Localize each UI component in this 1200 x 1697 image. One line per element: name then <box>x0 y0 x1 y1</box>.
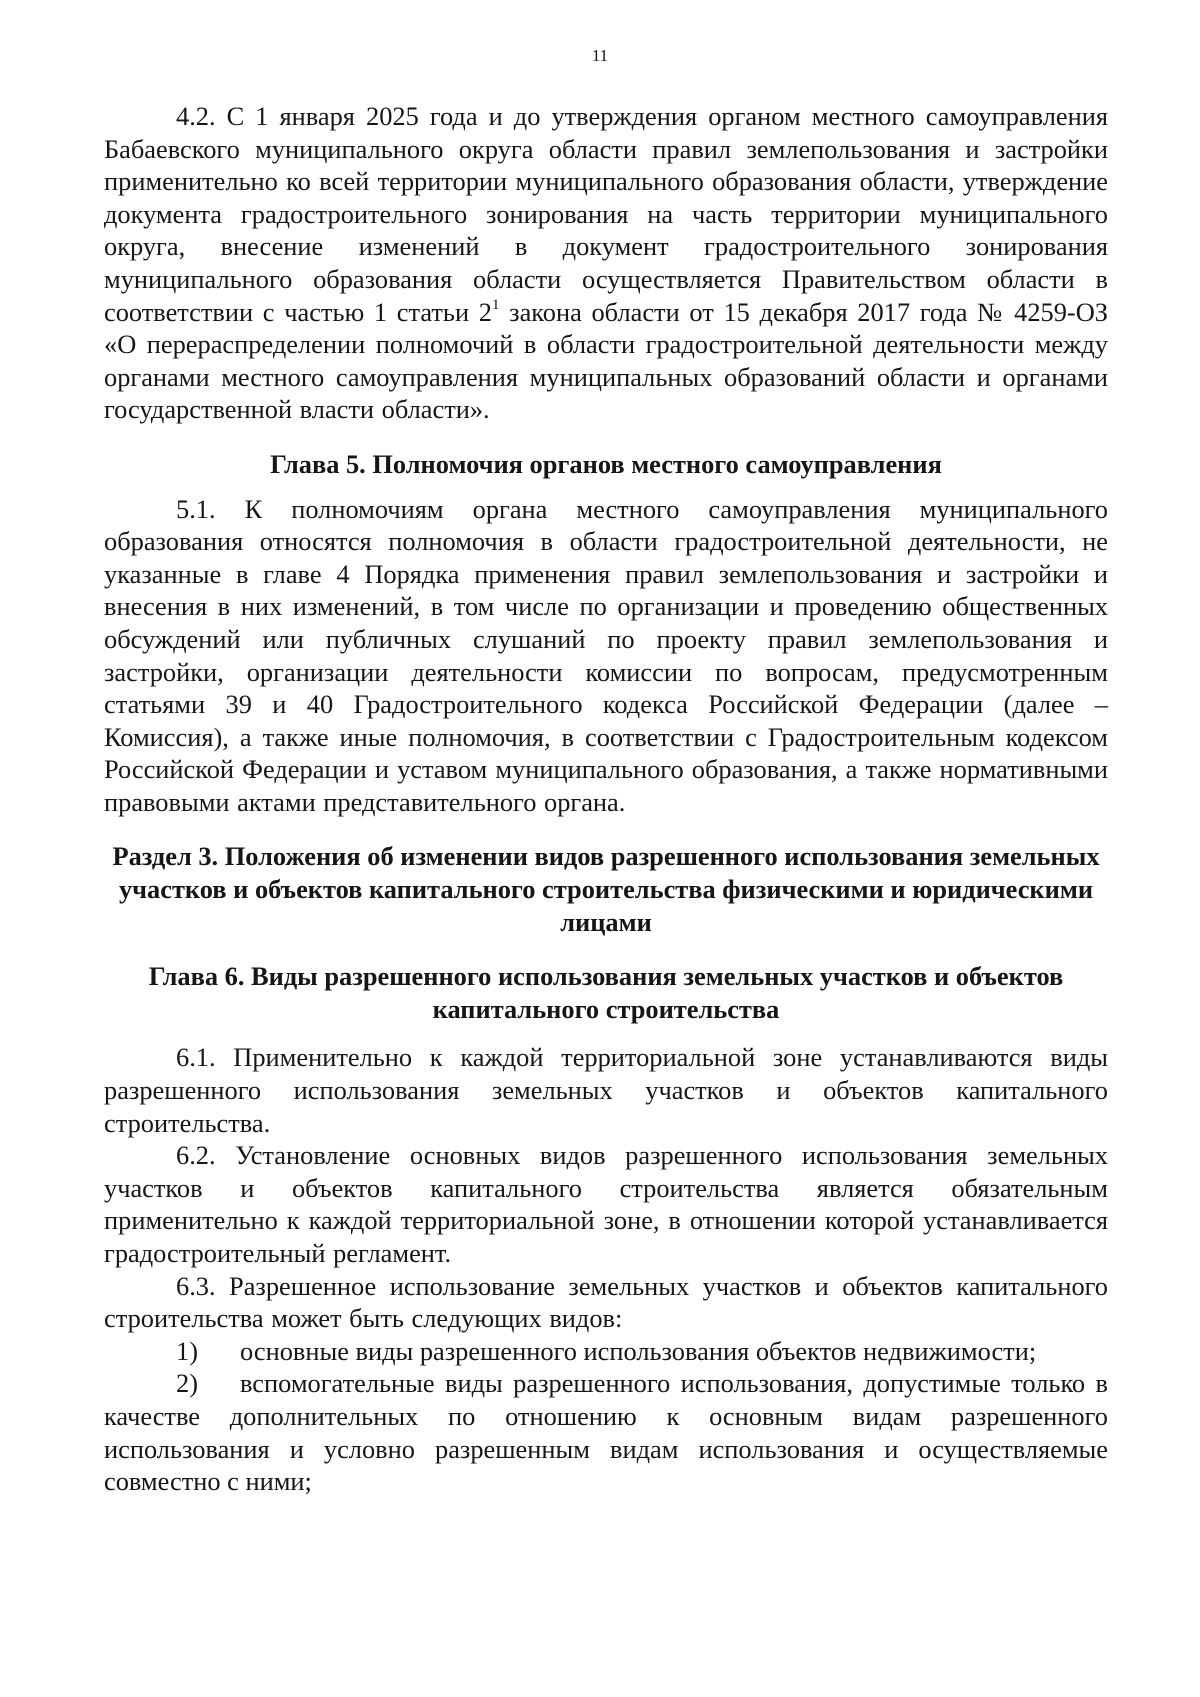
paragraph-4-2 <box>104 100 1108 426</box>
list-item-1-text: основные виды разрешенного использования объектов недвижимости; <box>240 1335 1037 1366</box>
paragraph-4-2-part1: 4.2. С 1 января 2025 года и до утверждения органом местного самоуправления Бабаевского муниципального округа области правил землепользования и застройки применительно ко всей территории муниципального образования области, утверждение документа градостроительного зонирования на часть территории муниципального округа, внесение изменений в документ градостроительного зонирования муниципального образования области осуществляется Правительством области в соответствии с частью 1 статьи 2 <box>104 101 1108 327</box>
list-item-1 <box>104 1335 1108 1368</box>
list-item-2-text: вспомогательные виды разрешенного использования, допустимые только в качестве дополнительных по отношению к основным видам разрешенного использования и условно разрешенным видам использования и осуществляемые совместно с ними; <box>104 1368 1108 1497</box>
paragraph-6-3: 6.3. Разрешенное использование земельных участков и объектов капитального строительства может быть следующих видов: <box>104 1270 1108 1334</box>
superscript-article-index: 1 <box>491 296 500 313</box>
list-item-1-number: 1) <box>176 1335 198 1366</box>
page-number: 11 <box>591 46 609 65</box>
paragraph-4-2-part2: закона области от 15 декабря 2017 года № 4259-ОЗ «О перераспределении полномочий в области градостроительной деятельности между органами местного самоуправления муниципальных образований области и органами государственной власти области». <box>104 296 1108 425</box>
list-item-2-number: 2) <box>176 1368 198 1399</box>
list-item-2 <box>104 1367 1108 1497</box>
document-body <box>104 100 1108 1498</box>
chapter-5-heading: Глава 5. Полномочия органов местного самоуправления <box>270 448 942 479</box>
paragraph-6-1: 6.1. Применительно к каждой территориальной зоне устанавливаются виды разрешенного использования земельных участков и объектов капитального строительства. <box>104 1042 1108 1138</box>
paragraph-6-2: 6.2. Установление основных видов разрешенного использования земельных участков и объектов капитального строительства является обязательным применительно к каждой территориальной зоне, в отношении которой устанавливается градостроительный регламент. <box>104 1140 1108 1268</box>
chapter-6-heading: Глава 6. Виды разрешенного использования земельных участков и объектов капитального строительства <box>148 961 1064 1024</box>
paragraph-5-1: 5.1. К полномочиям органа местного самоуправления муниципального образования относятся полномочия в области градостроительной деятельности, не указанные в главе 4 Порядка применения правил землепользования и застройки и внесения в них изменений, в том числе по организации и проведению общественных обсуждений или публичных слушаний по проекту правил землепользования и застройки, организации деятельности комиссии по вопросам, предусмотренным статьями 39 и 40 Градостроительного кодекса Российской Федерации (далее – Комиссия), а также иные полномочия, в соответствии с Градостроительным кодексом Российской Федерации и уставом муниципального образования, а также нормативными правовыми актами представительного органа. <box>104 493 1108 817</box>
section-3-heading: Раздел 3. Положения об изменении видов разрешенного использования земельных участков и объектов капитального строительства физическими и юридическими лицами <box>112 841 1100 937</box>
